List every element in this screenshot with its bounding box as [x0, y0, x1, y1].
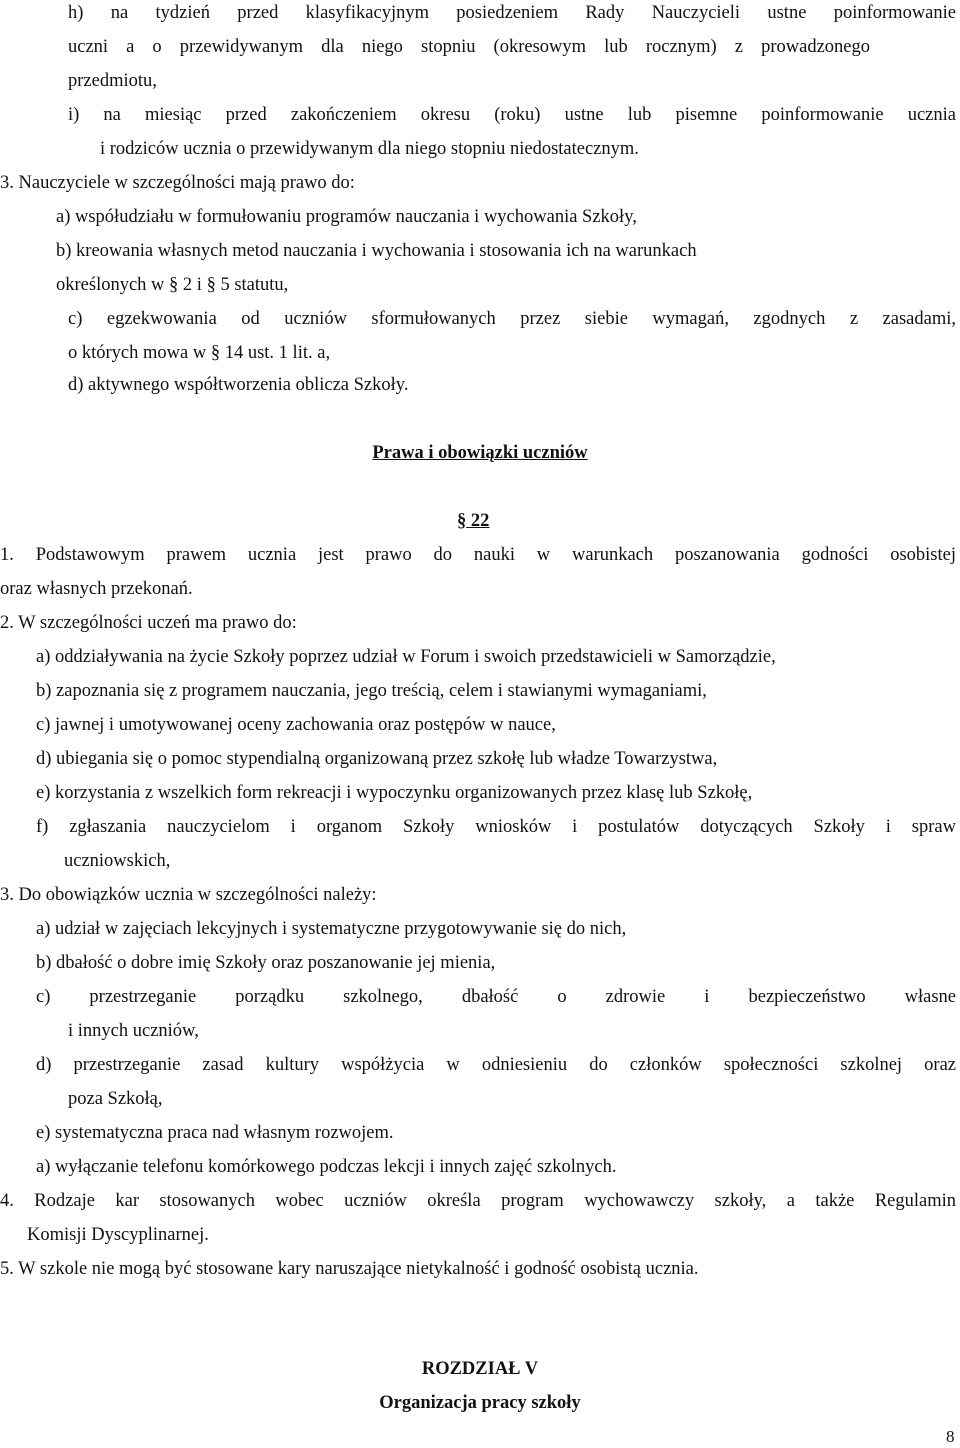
teachers-item-b-line1: b) kreowania własnych metod nauczania i wychowania i stosowania ich na warunkach — [56, 241, 697, 261]
duties-intro: 3. Do obowiązków ucznia w szczególności należy: — [0, 885, 377, 905]
item-i-line1: i) na miesiąc przed zakończeniem okresu (roku) ustne lub pisemne poinformowanie ucznia — [68, 105, 956, 125]
item-h-line1: h) na tydzień przed klasyfikacyjnym posiedzeniem Rady Nauczycieli ustne poinformowanie — [68, 3, 956, 23]
teachers-rights-intro: 3. Nauczyciele w szczególności mają prawo do: — [0, 173, 355, 193]
chapter-title: ROZDZIAŁ V — [421, 1359, 539, 1379]
section-number-value: 22 — [470, 511, 490, 531]
rights-p2-intro: 2. W szczególności uczeń ma prawo do: — [0, 613, 297, 633]
duties-item-c-line2: i innych uczniów, — [68, 1021, 199, 1041]
teachers-item-c-line2 — [68, 342, 330, 364]
item-i-line2: i rodziców ucznia o przewidywanym dla niego stopniu niedostatecznym. — [100, 139, 639, 159]
chapter-subtitle: Organizacja pracy szkoły — [379, 1393, 581, 1413]
item-h-line3: przedmiotu, — [68, 71, 157, 91]
section-sign: § — [169, 275, 179, 295]
duties-item-d-line1: d) przestrzeganie zasad kultury współżycia w odniesieniu do członków społeczności szkolnej oraz — [36, 1055, 956, 1075]
section-sign: § — [210, 343, 221, 363]
punishments-p5: 5. W szkole nie mogą być stosowane kary naruszające nietykalność i godność osobistą ucznia. — [0, 1259, 699, 1279]
rights-item-f-line1: f) zgłaszania nauczycielom i organom Szkoły wniosków i postulatów dotyczących Szkoły i spraw — [36, 817, 956, 837]
duties-item-d-line2: poza Szkołą, — [68, 1089, 163, 1109]
teachers-item-c-pre: o których mowa w — [68, 343, 207, 363]
duties-item-phone: a) wyłączanie telefonu komórkowego podczas lekcji i innych zajęć szkolnych. — [36, 1157, 617, 1177]
teachers-item-b-post: 5 statutu, — [220, 275, 289, 295]
item-h-line2: uczni a o przewidywanym dla niego stopniu (okresowym lub rocznym) z prowadzonego — [68, 37, 870, 57]
page-number: 8 — [946, 1427, 955, 1446]
duties-item-b: b) dbałość o dobre imię Szkoły oraz poszanowanie jej mienia, — [36, 953, 496, 973]
teachers-item-b-pre: określonych w — [56, 275, 165, 295]
section-sign: § — [206, 275, 216, 295]
teachers-item-b-mid: 2 i — [182, 275, 202, 295]
punishments-p4-line2: Komisji Dyscyplinarnej. — [27, 1225, 209, 1245]
section-number — [457, 510, 489, 532]
duties-item-c-line1: c) przestrzeganie porządku szkolnego, dbałość o zdrowie i bezpieczeństwo własne — [36, 987, 956, 1007]
duties-item-a: a) udział w zajęciach lekcyjnych i systematyczne przygotowywanie się do nich, — [36, 919, 627, 939]
punishments-p4-line1: 4. Rodzaje kar stosowanych wobec uczniów określa program wychowawczy szkoły, a także Regulamin — [0, 1191, 956, 1211]
teachers-item-c-post: 14 ust. 1 lit. a, — [224, 343, 331, 363]
rights-item-f-line2: uczniowskich, — [64, 851, 171, 871]
rights-p1-line2: oraz własnych przekonań. — [0, 579, 193, 599]
duties-item-e: e) systematyczna praca nad własnym rozwojem. — [36, 1123, 394, 1143]
rights-item-c: c) jawnej i umotywowanej oceny zachowania oraz postępów w nauce, — [36, 715, 556, 735]
teachers-item-a: a) współudziału w formułowaniu programów nauczania i wychowania Szkoły, — [56, 207, 637, 227]
teachers-item-d: d) aktywnego współtworzenia oblicza Szkoły. — [68, 375, 409, 395]
rights-heading: Prawa i obowiązki uczniów — [372, 443, 588, 463]
rights-item-b: b) zapoznania się z programem nauczania, jego treścią, celem i stawianymi wymaganiami, — [36, 681, 707, 701]
teachers-item-b-line2 — [56, 274, 288, 296]
rights-p1-line1: 1. Podstawowym prawem ucznia jest prawo do nauki w warunkach poszanowania godności osobistej — [0, 545, 956, 565]
rights-item-e: e) korzystania z wszelkich form rekreacji i wypoczynku organizowanych przez klasę lub Szkołę, — [36, 783, 753, 803]
teachers-item-c-line1: c) egzekwowania od uczniów sformułowanych przez siebie wymagań, zgodnych z zasadami, — [68, 309, 956, 329]
rights-item-a: a) oddziaływania na życie Szkoły poprzez udział w Forum i swoich przedstawicieli w Samorządzie, — [36, 647, 776, 667]
section-sign: § — [457, 511, 467, 531]
rights-item-d: d) ubiegania się o pomoc stypendialną organizowaną przez szkołę lub władze Towarzystwa, — [36, 749, 718, 769]
